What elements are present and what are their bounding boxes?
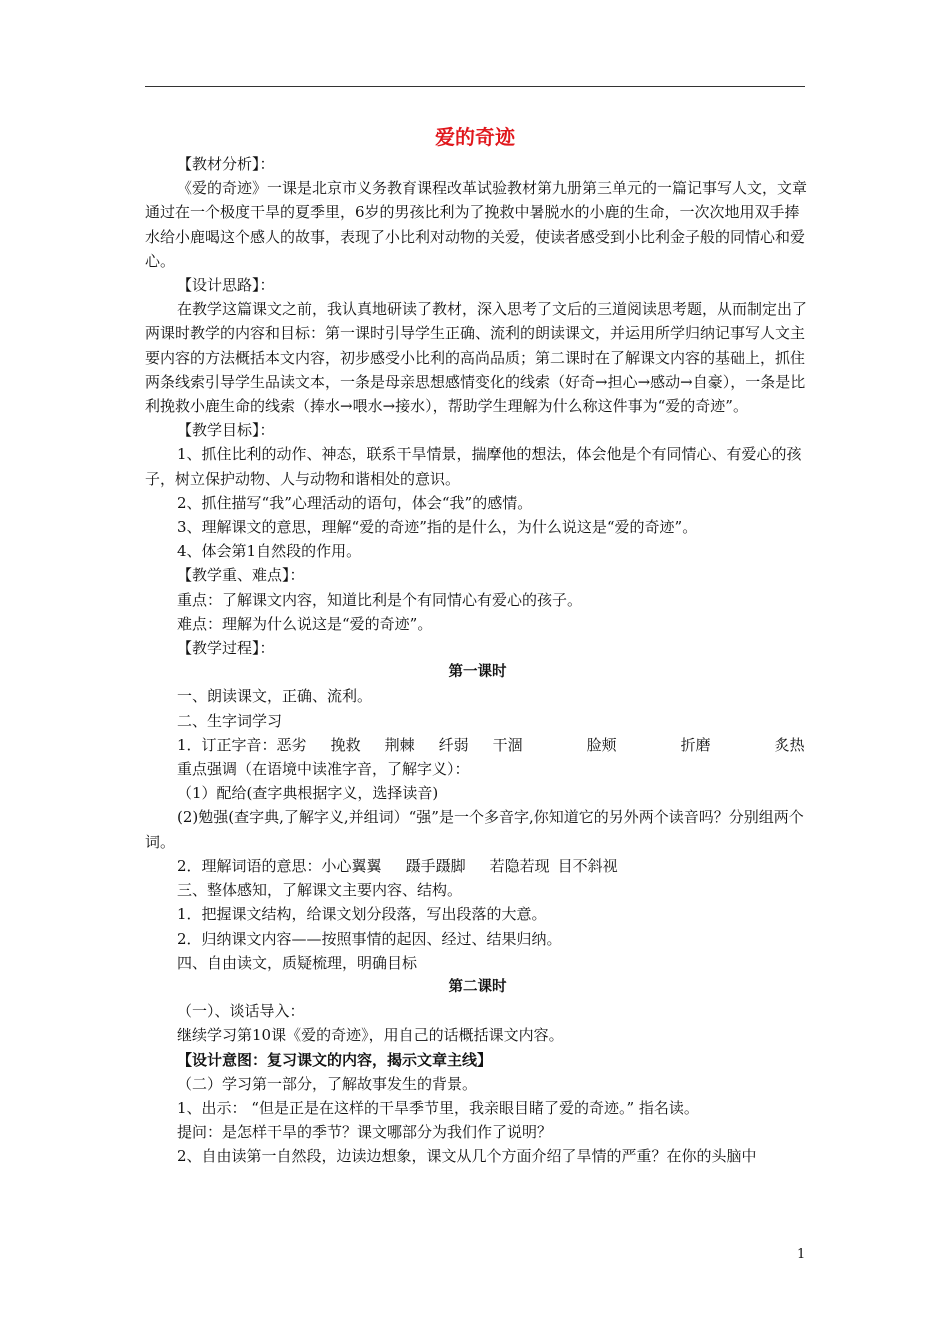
word: 炙热 — [774, 735, 805, 754]
word: 折磨 — [680, 735, 711, 754]
word: 小心翼翼 — [321, 856, 382, 875]
lesson-one-line: 四、自由读文，质疑梳理，明确目标 — [177, 953, 418, 972]
section-heading-analysis: 【教材分析】： — [177, 155, 275, 173]
word: 荆棘 — [384, 735, 415, 754]
section-heading-key: 【教学重、难点】： — [177, 566, 305, 585]
difficulty-point: 难点：理解为什么说这是“爱的奇迹”。 — [177, 614, 433, 633]
word: 挽救 — [330, 735, 361, 754]
lesson-one-line: 三、整体感知，了解课文主要内容、结构。 — [177, 881, 463, 900]
lesson-two-line: 1、出示： “但是正是在这样的干旱季节里，我亲眼目睹了爱的奇迹。” 指名读。 — [177, 1098, 699, 1117]
pronunciation-line — [145, 733, 810, 757]
word: 若隐若现 — [489, 856, 550, 875]
word: 目不斜视 — [557, 856, 618, 875]
lesson-one-line: 一、朗读课文，正确、流利。 — [177, 687, 373, 706]
key-point: 重点：了解课文内容，知道比利是个有同情心有爱心的孩子。 — [177, 590, 583, 609]
goal-item: 4、体会第1自然段的作用。 — [177, 542, 362, 561]
word: 脸颊 — [586, 735, 617, 754]
section-heading-goals: 【教学目标】： — [177, 421, 275, 440]
header-rule — [145, 86, 805, 87]
lesson-one-line: 2．归纳课文内容——按照事情的起因、经过、结果归纳。 — [177, 929, 562, 948]
lesson-two-line: 提问：是怎样干旱的季节？课文哪部分为我们作了说明？ — [177, 1123, 553, 1142]
lesson-one-line: 二、生字词学习 — [177, 711, 283, 730]
lesson-one-line: 1．把握课文结构，给课文划分段落，写出段落的大意。 — [177, 905, 547, 924]
page-number: 1 — [797, 1247, 806, 1262]
word: 蹑手蹑脚 — [405, 856, 466, 875]
paragraph-analysis: 《爱的奇迹》一课是北京市义务教育课程改革试验教材第九册第三单元的一篇记事写人文，文章通过在一个极度干旱的夏季里，6岁的男孩比利为了挽救中暑脱水的小鹿的生命，一次次地用双手捧水给小鹿喝这个感人的故事，表现了小比利对动物的关爱，使读者感受到小比利金子般的同情心和爱心。 — [145, 179, 808, 270]
lesson-two-line: （一）、谈话导入： — [177, 1002, 305, 1021]
lesson-one-line: （1）配给(查字典根据字义，选择读音) — [177, 784, 439, 803]
lesson-two-line: （二）学习第一部分，了解故事发生的背景。 — [177, 1074, 478, 1093]
goal-item: 3、理解课文的意思，理解“爱的奇迹”指的是什么，为什么说这是“爱的奇迹”。 — [177, 518, 698, 537]
lesson-one-line: (2)勉强(查字典,了解字义,并组词）“强”是一个多音字,你知道它的另外两个读音吗？分别组两个词。 — [145, 808, 804, 851]
section-heading-process: 【教学过程】： — [177, 639, 275, 658]
lesson-two-line: 继续学习第10课《爱的奇迹》，用自己的话概括课文内容。 — [177, 1026, 564, 1045]
lesson-one-line: 重点强调（在语境中读准字音，了解字义）： — [177, 760, 470, 779]
document-body — [145, 152, 810, 1169]
vocabulary-line — [145, 854, 810, 878]
lesson-two-heading: 第二课时 — [448, 978, 507, 995]
paragraph-design: 在教学这篇课文之前，我认真地研读了教材，深入思考了文后的三道阅读思考题，从而制定出了两课时教学的内容和目标：第一课时引导学生正确、流利的朗读课文，并运用所学归纳记事写人文主要内容的方法概括本文内容，初步感受小比利的高尚品质；第二课时在了解课文内容的基础上，抓住两条线索引导学生品读文本，一条是母亲思想感情变化的线索（好奇→担心→感动→自豪），一条是比利挽救小鹿生命的线索（捧水→喂水→接水），帮助学生理解为什么称这件事为“爱的奇迹”。 — [145, 300, 808, 416]
word: 纤弱 — [438, 735, 469, 754]
lesson-one-heading: 第一课时 — [448, 664, 507, 681]
goal-item: 2、抓住描写“我”心理活动的语句，体会“我”的感情。 — [177, 493, 533, 512]
section-heading-design: 【设计思路】： — [177, 276, 275, 295]
word: 干涸 — [492, 735, 523, 754]
word: 恶劣 — [276, 735, 307, 754]
design-intent-note: 【设计意图：复习课文的内容，揭示文章主线】 — [177, 1050, 493, 1069]
lesson-two-line: 2、自由读第一自然段，边读边想象，课文从几个方面介绍了旱情的严重？在你的头脑中 — [177, 1147, 757, 1166]
pronunciation-label: 1．订正字音： — [177, 735, 277, 754]
vocabulary-label: 2．理解词语的意思： — [177, 856, 322, 875]
goal-item: 1、抓住比利的动作、神态，联系干旱情景，揣摩他的想法，体会他是个有同情心、有爱心的孩子，树立保护动物、人与动物和谐相处的意识。 — [145, 445, 802, 488]
document-title: 爱的奇迹 — [435, 125, 515, 149]
